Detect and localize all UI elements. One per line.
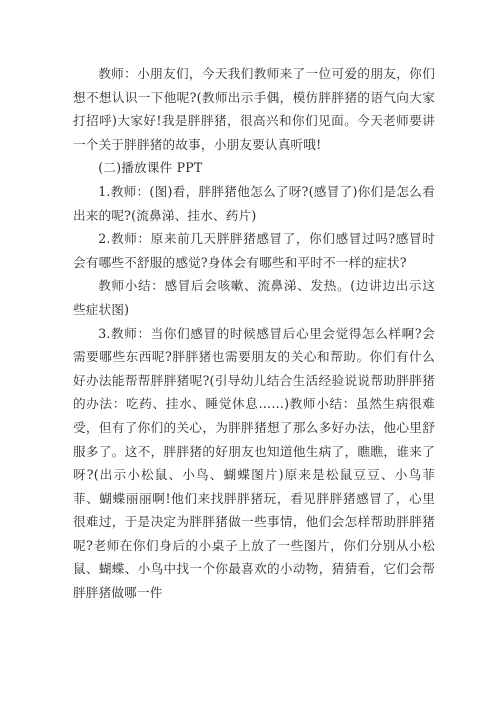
paragraph-item-2: 2.教师：原来前几天胖胖猪感冒了，你们感冒过吗?感冒时会有哪些不舒服的感觉?身体会有哪些和平时不一样的症状? — [73, 231, 435, 270]
paragraph-item-3: 3.教师：当你们感冒的时候感冒后心里会觉得怎么样啊?会需要哪些东西呢?胖胖猪也需要朋友的关心和帮助。你们有什么好办法能帮帮胖胖猪呢?(引导幼儿结合生活经验说说帮助胖胖猪的办法：吃药、挂水、睡觉休息……)教师小结：虽然生病很难受，但有了你们的关心，为胖胖猪想了那么多好办法，他心里舒服多了。这不，胖胖猪的好朋友也知道他生病了，瞧瞧，谁来了呀?(出示小松鼠、小鸟、蝴蝶图片)原来是松鼠豆豆、小鸟菲菲、蝴蝶丽丽啊!他们来找胖胖猪玩，看见胖胖猪感冒了，心里很难过，于是决定为胖胖猪做一些事情，他们会怎样帮助胖胖猪呢?老师在你们身后的小桌子上放了一些图片，你们分别从小松鼠、蝴蝶、小鸟中找一个你最喜欢的小动物，猜猜看，它们会帮胖胖猪做哪一件 — [73, 325, 435, 601]
paragraph-summary: 教师小结：感冒后会咳嗽、流鼻涕、发热。(边讲边出示这些症状图) — [73, 278, 435, 317]
paragraph-section-heading: (二)播放课件 PPT — [98, 160, 203, 176]
paragraph-item-1: 1.教师：(图)看，胖胖猪他怎么了呀?(感冒了)你们是怎么看出来的呢?(流鼻涕、挂水、药片) — [73, 183, 435, 223]
paragraph-intro: 教师：小朋友们，今天我们教师来了一位可爱的朋友，你们想不想认识一下他呢?(教师出示手偶，模仿胖胖猪的语气向大家打招呼)大家好!我是胖胖猪，很高兴和你们见面。今天老师要讲一个关于胖胖猪的故事，小朋友要认真听哦! — [73, 66, 435, 152]
document-body — [73, 62, 435, 605]
